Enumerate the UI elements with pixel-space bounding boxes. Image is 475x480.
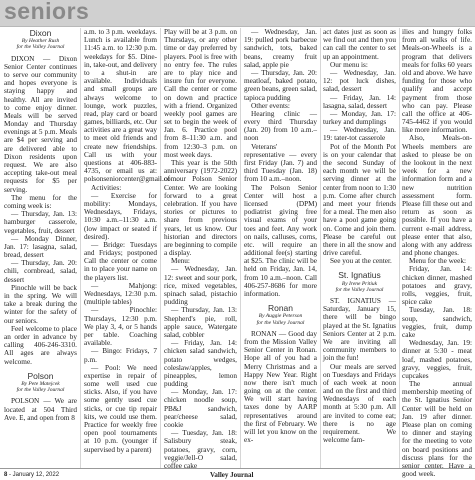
menu-item: — Thursday, Jan. 13: Shepherd's pie, roll, apple sauce, Watergate salad, cobbler (164, 306, 237, 339)
polson-heading: Polson (27, 370, 54, 381)
paragraph: Activities: (91, 183, 122, 192)
paragraph: Feel welcome to place an order in advance by calling 406-246-3310. All ages are always welcome. (4, 324, 77, 366)
column-3 (164, 28, 237, 470)
paragraph: RONAN — Good day from the Mission Valley Senior Center in Ronan. Hope all of you had a Merry Christmas and a Happy New Year. Right now there isn't much going on at the center. We will start having taxes done by AARP representatives around the first of February. We will let you know on the ex- (244, 329, 317, 445)
menu-item: — Wednesday, Jan. 12: pot luck dishes, salad, dessert (323, 68, 396, 94)
paragraph: ST. IGNATIUS — Saturday, January 15, there will be bingo played at the St. Ignatius Seniors Center at 2 p.m. We are inviting all community members to join the fun! (323, 297, 396, 363)
menu-item: — Thursday, Jan. 20: meatloaf, baked potato, green beans, green salad, tapioca pudding (244, 68, 317, 102)
paragraph: Play will be at 3 p.m. on Thursdays, or any other time or day preferred by players. Pool is free with no entry fee. The rules are to play nice and insure fun for everyone. Call the center or come on down and practice with a friend. Organized weekly pool games are set to begin the week of Jan. 6. Practice pool from 8–11:30 a.m. and from 12:30–3 p.m. on most week days. (164, 28, 237, 159)
activity-item: — Exercise for mobility: Mondays, Wednesdays, Fridays, 10:30 a.m.–11:30 a.m. (low impact or seated if desired). (84, 191, 157, 241)
menu-item: — Friday, Jan. 14: chicken salad sandwich, potato wedges, coleslaw/apples, pineapples, lemon pudding (164, 339, 237, 389)
paragraph: Pinochle will be back in the spring. We will take a break during the winter for the safety of our seniors. (4, 283, 77, 325)
dixon-heading: Dixon (29, 28, 52, 38)
activity-item: — Pinochle: Thursdays, 12:30 p.m. We play 3, 4, or 5 hands per table. Coaching available. (84, 306, 157, 348)
paragraph: a.m. to 3 p.m. weekdays. Lunch is available from 11:45 a.m. to 12:30 p.m. weekdays for $5. Dine-in, take-out, and delivery to a shut-in are available. Individuals and small groups are always welcome to lounge, work puzzles, read, play card or board games, billiards, etc. Our activities are a great way to meet old friends and create new friendships. Call us with your questions at 406-883-4735, or email us at: polsonseniorcenter@gmail.com. (84, 28, 179, 184)
paragraph: Menu for the week: (409, 257, 466, 266)
footer-paper-name: Valley Journal (210, 471, 254, 479)
menu-item: Tuesday, Jan. 18: soup, sandwich, veggies, fruit, dump cake (402, 306, 472, 339)
column-rule (160, 28, 161, 468)
footer-rule (0, 468, 475, 469)
paragraph: The menu for the coming week is: (4, 193, 77, 210)
menu-item: — Tuesday, Jan. 18: Salisbury steak, potatoes, gravy, corn, veggie/Jell-O salad, coffee cake (164, 429, 237, 470)
menu-item: — Thursday, Jan. 13: hamburger casserole, vegetables, fruit, dessert (4, 210, 77, 235)
menu-item: — Monday Dinner, Jan. 17: lasagna, salad, bread, dessert (4, 234, 77, 260)
column-2 (84, 28, 179, 454)
menu-item: Wednesday, Jan. 19: dinner at 5:30 - meat loaf, mashed potatoes, gravy, veggies, fruit, cupcakes (402, 339, 472, 380)
paragraph: Also, Meals-on-Wheels members are asked to please be on the lookout in the next week for a new information form and a new nutrition assessment form. Please fill these out and return as soon as possible. If you have a current e-mail address, please enter that also, along with any address and phone changes. (402, 134, 472, 258)
paragraph: Our menu is: (330, 60, 368, 69)
event-item: Hearing clinic — every third Thursday (Jan. 20) from 10 a.m.–noon (244, 109, 317, 143)
event-item: Veterans' representative — every first Friday (Jan. 7) and third Tuesday (Jan. 18) from 10 a.m.–noon. (244, 142, 317, 184)
paragraph: This year is the 50th anniversary (1972-2022) of our Polson Senior Center. We are looking forward to a great celebration. If you have stories or pictures to share from previous years, let us know. Our historian and directors are beginning to compile a display. (164, 159, 237, 258)
footer-page-info: 8 - January 12, 2022 (4, 472, 60, 478)
paragraph: Other events: (251, 101, 290, 110)
paragraph: act dates just as soon as we find out and then you can call the center to set up an appointment. (323, 28, 396, 61)
column-rule (240, 28, 241, 468)
page-footer (0, 468, 475, 480)
ronan-heading: Ronan (267, 303, 294, 314)
column-rule (320, 28, 321, 468)
activity-item: — Bingo: Fridays, 7 p.m. (84, 347, 157, 364)
menu-item: — Friday, Jan. 14: lasagna, salad, dessert (323, 93, 396, 110)
st-ignatius-heading: St. Ignatius (338, 270, 381, 281)
menu-item: — Wednesday, Jan. 19: pulled pork barbecue sandwich, tots, baked beans, creamy fruit salad, apple pie (244, 28, 317, 69)
column-rule (399, 28, 400, 468)
section-title: seniors (4, 0, 90, 24)
st-ignatius-byline: By Irene Pritiuk for the Valley Journal (335, 280, 384, 293)
activity-item: — Bridge: Tuesdays and Fridays; postponed Call the center or come in to place your name on the players list. (84, 240, 157, 282)
paragraph: Pot of the Month Pot is on your calendar that the second Sunday of each month we will be serving dinner at the center from noon to 1:30 p.m. Come after church and meet your friends for a meal. The men also have a pool game going on. Come and join them. Please be careful out there in all the snow and drive careful. (323, 142, 396, 258)
paragraph: Our meals are served on Tuesdays and Fridays of each week at noon and on the first and third Wednesdays of each month at 5:30 p.m. All are invited to come eat; there is no age requirement. We welcome fam- (323, 362, 396, 445)
paragraph: See you at the center. (330, 257, 392, 266)
paragraph: DIXON — Dixon Senior Center continues to serve our community and hopes everyone is staying happy and healthy. All are invited to come enjoy dinner. Meals will be served Monday and Thursday evenings at 5 p.m. Meals are $4 per serving and are delivered able to Dixon residents upon request. We are also accepting take-out meal requests for $5 per serving. (4, 54, 77, 194)
section-header (0, 0, 475, 27)
column-1 (4, 28, 77, 422)
menu-item: Friday, Jan. 14: chicken dinner, mashed potatoes and gravy, rolls, veggies, fruit, spice cake (402, 265, 472, 307)
menu-item: — Monday, Jan. 17: turkey and dumplings (323, 109, 396, 127)
column-6 (402, 28, 472, 478)
paragraph: Menu: (171, 257, 190, 266)
paragraph: ilies and hungry folks from all walks of life. Meals-on-Wheels is a program that delivers meals for folks 60 years old and above. We have funding for those who qualify and accept payment from those who can pay. Please call the office at 406-745-4462 if you would like more information. (402, 28, 472, 135)
ronan-byline: By Auggie Peterson for the Valley Journal (256, 313, 305, 326)
activity-item: — Mahjong: Wednesdays, 12:30 p.m. (multiple tables) (84, 281, 157, 307)
paragraph: POLSON — We are located at 504 Third Ave. E, and open from 8 (4, 397, 77, 422)
paragraph: The annual membership meeting of the St. Ignatius Senior Center will be held on Jan. 19 after dinner. Please plan on coming to dinner and staying for the meeting to vote on board positions and discuss plans for the senior center. Have a good week. (402, 380, 472, 479)
menu-item: — Thursday, Jan. 20: chili, cornbread, salad, dessert (4, 259, 77, 284)
column-4 (244, 28, 317, 444)
menu-item: — Wednesday, Jan. 12: sweet and sour pork, rice, mixed vegetables, spinach salad, pistachio pudding (164, 265, 237, 307)
menu-item: — Wednesday, Jan. 19: tater-tot casserole (323, 126, 396, 143)
paragraph: The Polson Senior Center will host a licensed (DPM) podiatrist giving free visual exams of your toes and feet. Any work on nails, calluses, corns, etc. will require an additional fee(s) starting at $25. The clinic will be held on Friday, Jan. 14, from 10 a.m.–noon. Call 406-257-8686 for more information. (244, 183, 317, 298)
polson-byline: By Pete Matejcek for the Valley Journal (16, 380, 65, 394)
column-rule (80, 28, 81, 468)
activity-item: — Pool: We need expertise in repair of some well used cue sticks. Also, if you have some gently used cue sticks, or cue tip repair kits, we could use them. Practice for weekly free open pool tournaments at 10 p.m. (younger if supervised by a parent) (84, 363, 157, 454)
menu-item: — Monday, Jan. 17: chicken noodle soup, PB&J sandwich, pear/cheese salad, cookie (164, 388, 237, 429)
column-5 (323, 28, 396, 444)
dixon-byline: By Heather Rush for the Valley Journal (16, 38, 65, 51)
